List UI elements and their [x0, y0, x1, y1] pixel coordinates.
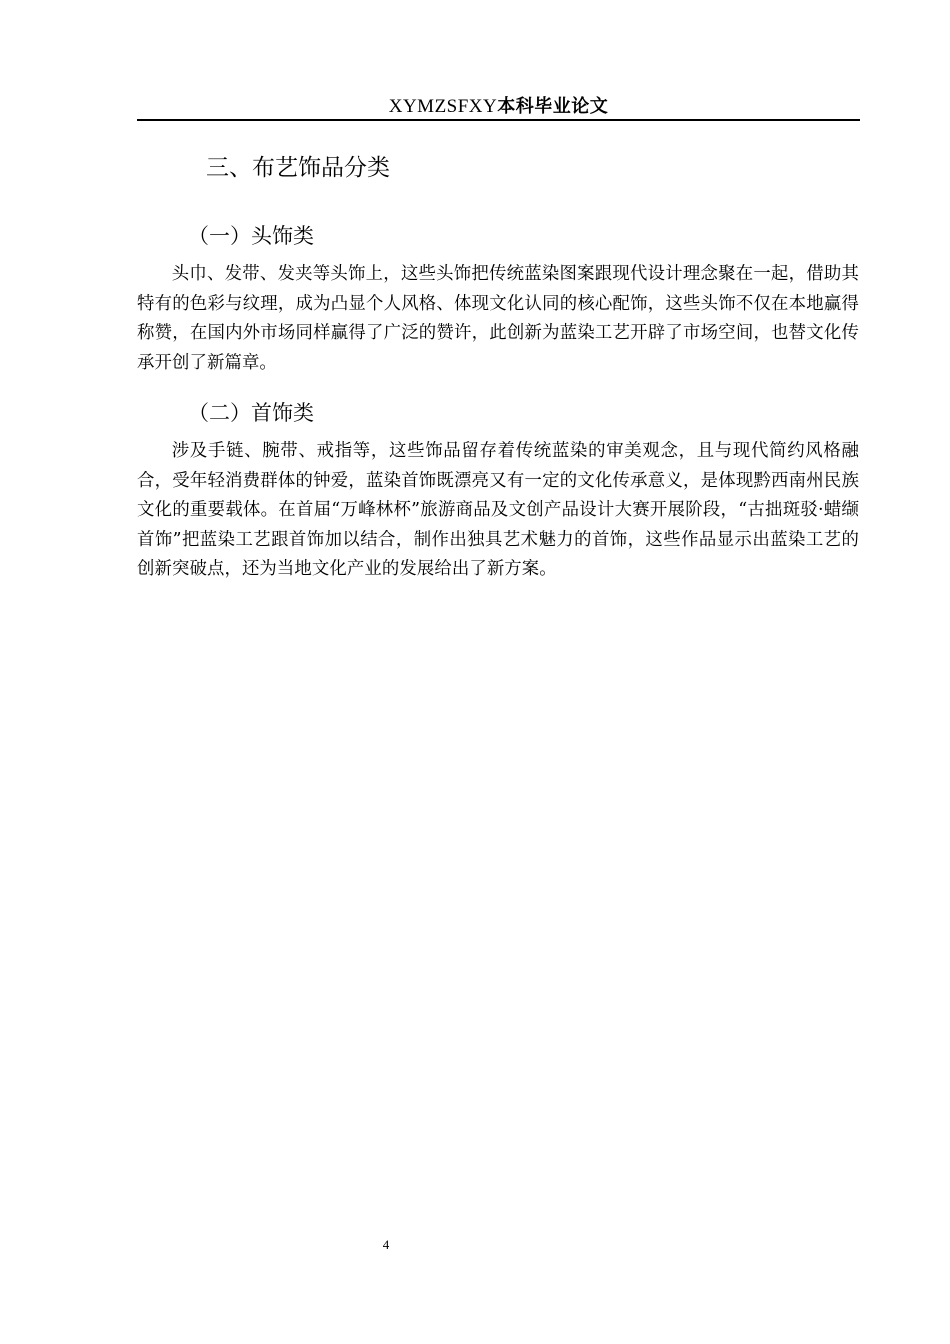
subsection-heading-headwear: （一）头饰类 [188, 224, 314, 248]
section-heading: 三、布艺饰品分类 [206, 155, 390, 181]
paragraph-headwear: 头巾、发带、发夹等头饰上，这些头饰把传统蓝染图案跟现代设计理念聚在一起，借助其特有的色彩与纹理，成为凸显个人风格、体现文化认同的核心配饰，这些头饰不仅在本地赢得称赞，在国内外市场同样赢得了广泛的赞许，此创新为蓝染工艺开辟了市场空间，也替文化传承开创了新篇章。 [137, 264, 859, 373]
paragraph-jewelry: 涉及手链、腕带、戒指等，这些饰品留存着传统蓝染的审美观念，且与现代简约风格融合，受年轻消费群体的钟爱，蓝染首饰既漂亮又有一定的文化传承意义，是体现黔西南州民族文化的重要载体。在首届“万峰林杯”旅游商品及文创产品设计大赛开展阶段，“古拙斑驳·蜡缬首饰”把蓝染工艺跟首饰加以结合，制作出独具艺术魅力的首饰，这些作品显示出蓝染工艺的创新突破点，还为当地文化产业的发展给出了新方案。 [137, 441, 859, 579]
subsection-heading-jewelry: （二）首饰类 [188, 401, 314, 425]
header-rule [137, 119, 860, 121]
header-code: XYMZSFXY [388, 96, 498, 117]
header-title: 本科毕业论文 [497, 96, 609, 117]
page-number: 4 [382, 1237, 390, 1252]
running-header [137, 92, 860, 120]
